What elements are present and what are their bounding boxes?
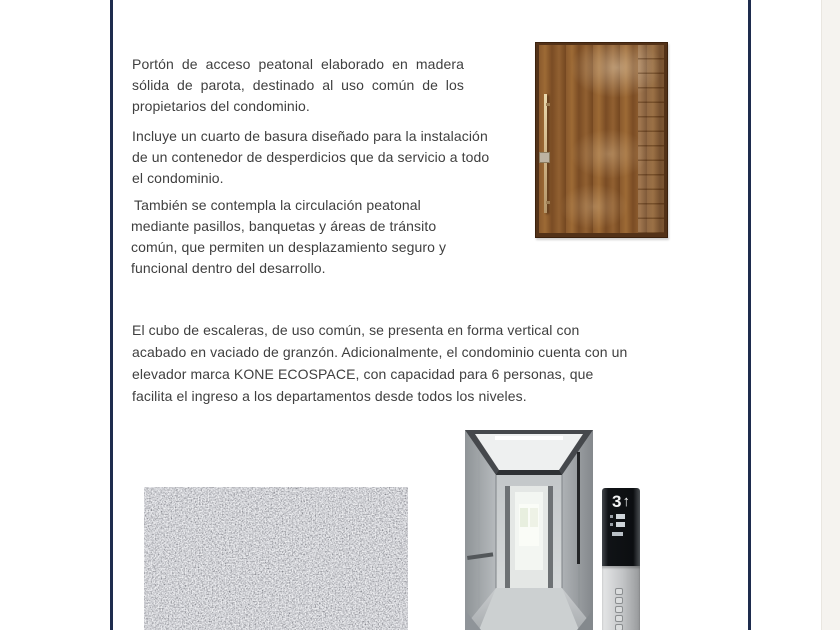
call-button <box>615 588 623 595</box>
call-button <box>615 615 623 622</box>
floor-number: 3 <box>612 492 622 511</box>
indicator-block-icon <box>616 514 625 519</box>
panel-indicator-icons <box>610 522 640 527</box>
door-frame <box>535 42 668 238</box>
paragraph-escaleras-elevador: El cubo de escaleras, de uso común, se presenta en forma vertical con acabado en vaciado de granzón. Adicionalmente, el condominio cuenta con un elevador marca KONE ECOSPACE, con capacidad para 6 personas, que facilita el ingreso a los departamentos desde todos los niveles. <box>132 322 628 404</box>
call-button <box>615 624 623 630</box>
elevator-call-panel <box>602 488 640 630</box>
granite-texture-photo <box>144 487 408 630</box>
indicator-dot-icon <box>610 515 613 518</box>
panel-indicator-icons <box>610 514 640 519</box>
door-lock <box>539 152 550 163</box>
call-button <box>615 597 623 604</box>
indicator-block-icon <box>616 522 625 527</box>
panel-button-area <box>602 566 640 630</box>
up-arrow-icon: ↑ <box>622 493 630 510</box>
paragraph-circulacion-peatonal: También se contempla la circulación peatonal mediante pasillos, banquetas y áreas de tránsito común, que permiten un desplazamiento seguro y funcional dentro del desarrollo. <box>131 197 447 276</box>
door-photo <box>527 38 676 246</box>
indicator-dot-icon <box>610 523 613 526</box>
frame-border-left <box>110 0 113 630</box>
granite-texture-graphic <box>144 487 408 630</box>
elevator-cab-photo <box>465 430 593 630</box>
door-plank-strip <box>638 45 664 233</box>
call-button <box>615 606 623 613</box>
paragraph-cuarto-basura: Incluye un cuarto de basura diseñado para la instalación de un contenedor de desperdicios que da servicio a todo el condominio. <box>132 128 490 186</box>
panel-display-area <box>602 488 640 566</box>
speaker-grille-icon <box>612 532 623 536</box>
paragraph-porton-acceso: Portón de acceso peatonal elaborado en madera sólida de parota, destinado al uso común de los propietarios del condominio. <box>132 56 464 114</box>
page-edge-background <box>821 0 840 630</box>
call-button-column <box>615 588 623 630</box>
floor-indicator-display <box>602 488 640 511</box>
elevator-cab-graphic <box>465 430 593 630</box>
frame-border-right <box>748 0 751 630</box>
